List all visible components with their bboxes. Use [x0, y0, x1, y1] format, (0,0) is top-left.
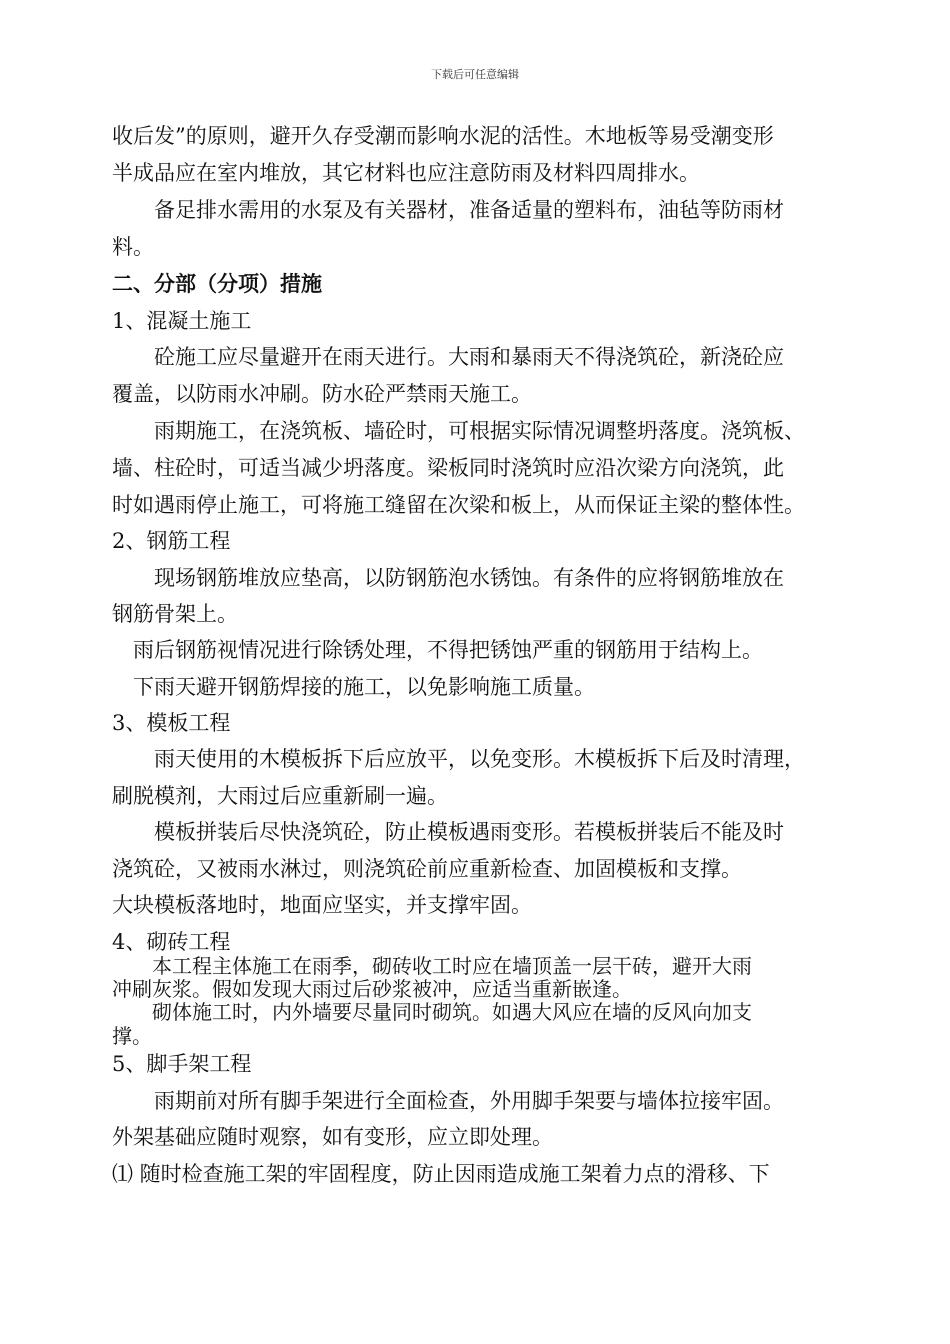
paragraph-line: 雨期施工，在浇筑板、墙砼时，可根据实际情况调整坍落度。浇筑板、	[112, 419, 805, 443]
subsection-heading: 4、砌砖工程	[112, 930, 231, 954]
paragraph-line: 覆盖，以防雨水冲刷。防水砼严禁雨天施工。	[112, 382, 532, 406]
paragraph-line: 本工程主体施工在雨季，砌砖收工时应在墙顶盖一层干砖，避开大雨	[112, 954, 752, 978]
paragraph-line: 雨期前对所有脚手架进行全面检查，外用脚手架要与墙体拉接牢固。	[112, 1089, 784, 1113]
paragraph-line: 刷脱模剂，大雨过后应重新刷一遍。	[112, 784, 448, 808]
paragraph-line: 砌体施工时，内外墙要尽量同时砌筑。如遇大风应在墙的反风向加支	[112, 1000, 752, 1024]
paragraph-line: 料。	[112, 235, 154, 259]
paragraph-line: 雨天使用的木模板拆下后应放平，以免变形。木模板拆下后及时清理，	[112, 747, 805, 771]
paragraph-line: 浇筑砼，又被雨水淋过，则浇筑砼前应重新检查、加固模板和支撑。	[112, 857, 742, 881]
paragraph-line: 大块模板落地时，地面应坚实，并支撑牢固。	[112, 893, 532, 917]
paragraph-line: 雨后钢筋视情况进行除锈处理，不得把锈蚀严重的钢筋用于结构上。	[112, 638, 763, 662]
paragraph-line: 备足排水需用的水泵及有关器材，准备适量的塑料布，油毡等防雨材	[112, 198, 784, 222]
paragraph-line: 半成品应在室内堆放，其它材料也应注意防雨及材料四周排水。	[112, 161, 700, 185]
paragraph-line: 现场钢筋堆放应垫高，以防钢筋泡水锈蚀。有条件的应将钢筋堆放在	[112, 566, 784, 590]
page-header-note: 下载后可任意编辑	[431, 68, 519, 81]
subsection-heading: 1、混凝土施工	[112, 309, 252, 333]
paragraph-line: 砼施工应尽量避开在雨天进行。大雨和暴雨天不得浇筑砼，新浇砼应	[112, 345, 784, 369]
subsection-heading: 5、脚手架工程	[112, 1052, 252, 1076]
section-heading: 二、分部（分项）措施	[112, 271, 322, 296]
paragraph-line: 墙、柱砼时，可适当减少坍落度。梁板同时浇筑时应沿次梁方向浇筑，此	[112, 456, 784, 480]
paragraph-line: 外架基础应随时观察，如有变形，应立即处理。	[112, 1125, 553, 1149]
paragraph-line: 收后发”的原则，避开久存受潮而影响水泥的活性。木地板等易受潮变形	[112, 124, 774, 148]
subsection-heading: 2、钢筋工程	[112, 529, 231, 553]
paragraph-line: 下雨天避开钢筋焊接的施工，以免影响施工质量。	[112, 675, 595, 699]
subsection-heading: 3、模板工程	[112, 711, 231, 735]
paragraph-line: 时如遇雨停止施工，可将施工缝留在次梁和板上，从而保证主梁的整体性。	[112, 493, 805, 517]
paragraph-line: 冲刷灰浆。假如发现大雨过后砂浆被冲，应适当重新嵌逢。	[112, 977, 632, 1001]
list-item: ⑴ 随时检查施工架的牢固程度，防止因雨造成施工架着力点的滑移、下	[112, 1162, 770, 1186]
paragraph-line: 模板拼装后尽快浇筑砼，防止模板遇雨变形。若模板拼装后不能及时	[112, 820, 784, 844]
paragraph-line: 钢筋骨架上。	[112, 602, 238, 626]
paragraph-line: 撑。	[112, 1024, 152, 1048]
